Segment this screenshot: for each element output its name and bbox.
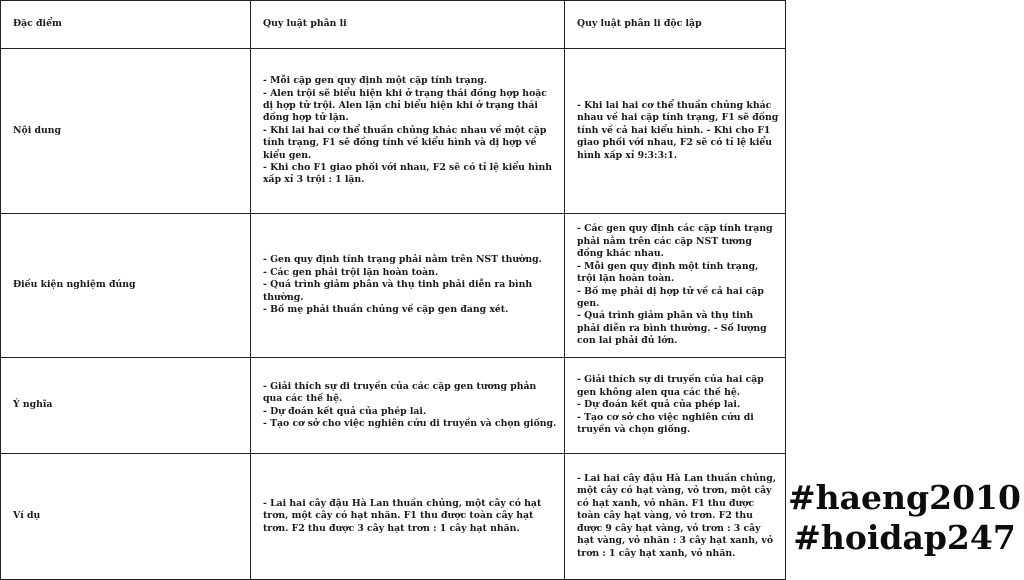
- cell-line: - Gen quy định tính trạng phải nằm trên NST thường.: [263, 254, 542, 266]
- cell-line: - Lai hai cây đậu Hà Lan thuần chủng, một cây có hạt trơn, một cây có hạt nhăn. F1 thu được toàn cây hạt trơn. F2 thu được 3 cây hạt trơn : 1 cây hạt nhăn.: [263, 497, 542, 534]
- row-label: Nội dung: [1, 49, 251, 214]
- cell-segregation: [251, 358, 565, 454]
- watermark-tags: [785, 478, 1024, 558]
- row-label: Điều kiện nghiệm đúng: [1, 214, 251, 358]
- table-row-content: [1, 49, 786, 214]
- cell-line: - Bố mẹ phải thuần chủng về cặp gen đang xét.: [263, 304, 509, 316]
- cell-line: - Dự đoán kết quả của phép lai.: [263, 405, 427, 417]
- row-label: Ý nghĩa: [1, 358, 251, 454]
- cell-line: - Alen trội sẽ biểu hiện khi ở trạng thái đồng hợp hoặc dị hợp tử trội. Alen lặn chỉ biểu hiện khi ở trạng thái đồng hợp tử lặn.: [263, 87, 547, 124]
- cell-line: - Quá trình giảm phân và thụ tinh phải diễn ra bình thường.: [263, 279, 533, 303]
- cell-independent: [565, 214, 786, 358]
- table-row-conditions: [1, 214, 786, 358]
- cell-independent: [565, 358, 786, 454]
- row-label: Ví dụ: [1, 454, 251, 580]
- cell-line: - Quá trình giảm phân và thụ tinh phải diễn ra bình thường. - Số lượng con lai phải đủ lớn.: [577, 310, 767, 347]
- cell-line: - Giải thích sự di truyền của các cặp gen tương phản qua các thế hệ.: [263, 380, 537, 405]
- cell-line: - Khi cho F1 giao phối với nhau, F2 sẽ có tỉ lệ kiểu hình xấp xỉ 3 trội : 1 lặn.: [263, 162, 552, 186]
- cell-line: - Tạo cơ sở cho việc nghiên cứu di truyền và chọn giống.: [577, 411, 754, 436]
- header-feature: Đặc điểm: [1, 1, 251, 49]
- cell-line: - Các gen quy định các cặp tính trạng phải nằm trên các cặp NST tương đồng khác nhau.: [577, 223, 773, 260]
- header-segregation-law: Quy luật phân li: [251, 1, 565, 49]
- table-row-example: [1, 454, 786, 580]
- hashtag: #hoidap247: [793, 518, 1016, 557]
- cell-line: - Lai hai cây đậu Hà Lan thuần chủng, một cây có hạt vàng, vỏ trơn, một cây có hạt xanh, vỏ nhăn. F1 thu được toàn cây hạt vàng, vỏ trơn. F2 thu được 9 cây hạt vàng, vỏ trơn : 3 cây hạt vàng, vỏ nhăn : 3 cây hạt xanh, vỏ trơn : 1 cây hạt xanh, vỏ nhăn.: [577, 473, 776, 559]
- cell-line: - Các gen phải trội lặn hoàn toàn.: [263, 266, 439, 278]
- cell-segregation: [251, 214, 565, 358]
- cell-line: - Tạo cơ sở cho việc nghiên cứu di truyền và chọn giống.: [263, 417, 557, 429]
- cell-line: - Bố mẹ phải dị hợp tử về cả hai cặp gen.: [577, 285, 764, 309]
- cell-line: - Khi lai hai cơ thể thuần chủng khác nhau về một cặp tính trạng, F1 sẽ đồng tính về kiểu hình và dị hợp về kiểu gen.: [263, 124, 547, 161]
- header-row: [1, 1, 786, 49]
- cell-line: - Mỗi cặp gen quy định một cặp tính trạng.: [263, 75, 488, 87]
- header-independent-assortment-law: Quy luật phân li độc lập: [565, 1, 786, 49]
- table-row-significance: [1, 358, 786, 454]
- cell-line: - Khi lai hai cơ thể thuần chủng khác nhau về hai cặp tính trạng, F1 sẽ đồng tính về cả hai kiểu hình. - Khi cho F1 giao phối với nhau, F2 sẽ có tỉ lệ kiểu hình xấp xỉ 9:3:3:1.: [577, 99, 779, 161]
- cell-independent: [565, 49, 786, 214]
- cell-segregation: [251, 49, 565, 214]
- hashtag: #haeng2010: [788, 478, 1021, 517]
- cell-segregation: [251, 454, 565, 580]
- cell-independent: [565, 454, 786, 580]
- cell-line: - Dự đoán kết quả của phép lai.: [577, 399, 741, 411]
- cell-line: - Giải thích sự di truyền của hai cặp gen không alen qua các thế hệ.: [577, 374, 764, 398]
- cell-line: - Mỗi gen quy định một tính trạng, trội lặn hoàn toàn.: [577, 260, 759, 285]
